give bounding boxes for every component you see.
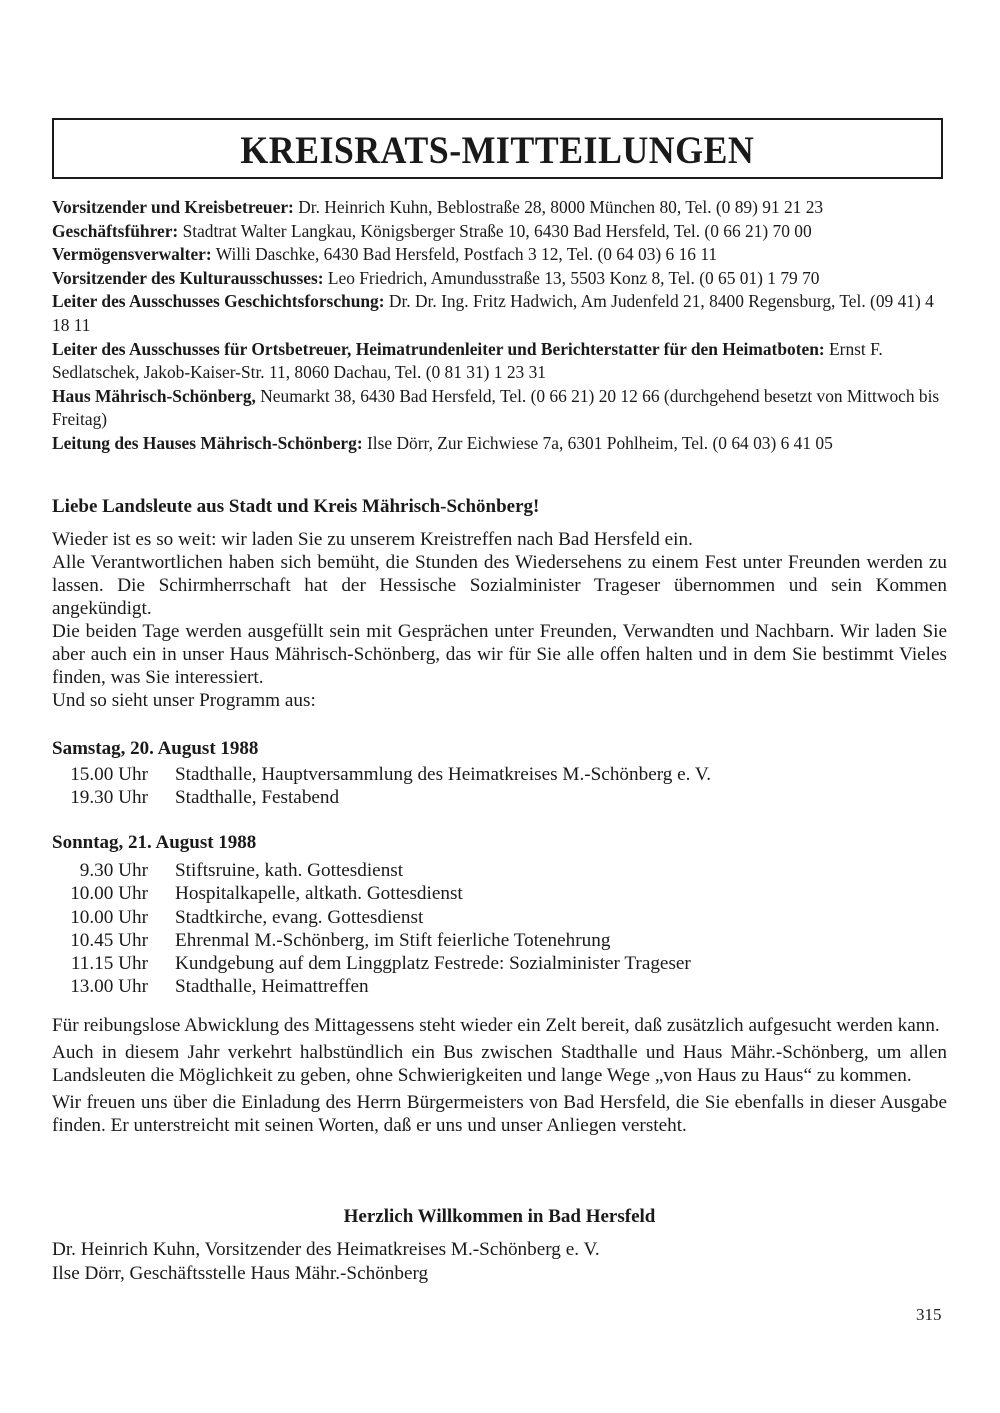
sunday-heading: Sonntag, 21. August 1988 bbox=[52, 832, 257, 853]
contact-text: Ilse Dörr, Zur Eichwiese 7a, 6301 Pohlheim, Tel. (0 64 03) 6 41 05 bbox=[362, 432, 833, 453]
schedule-row bbox=[52, 882, 947, 905]
header-box bbox=[52, 118, 943, 179]
contact-text: Leo Friedrich, Amundusstraße 13, 5503 Konz 8, Tel. (0 65 01) 1 79 70 bbox=[323, 267, 820, 288]
contact-text: Dr. Heinrich Kuhn, Beblostraße 28, 8000 München 80, Tel. (0 89) 91 21 23 bbox=[293, 197, 824, 217]
schedule-time: 10.45 Uhr bbox=[70, 929, 148, 951]
contact-label: Geschäftsführer: bbox=[52, 220, 179, 241]
schedule-time: 11.15 Uhr bbox=[70, 953, 148, 975]
schedule-time: 15.00 Uhr bbox=[70, 764, 148, 785]
intro-paragraph: Alle Verantwortlichen haben sich bemüht, die Stunden des Wiedersehens zu einem Fest unter Freunden werden zu lassen. Die Schirmherrschaft hat der Hessische Sozialminister Trageser übernommen und sein Kommen angekündigt. bbox=[52, 552, 947, 619]
schedule-row bbox=[52, 786, 947, 809]
contact-entry bbox=[52, 290, 947, 337]
schedule-time: 19.30 Uhr bbox=[70, 787, 148, 809]
contact-label: Vorsitzender des Kulturausschusses: bbox=[52, 267, 324, 288]
contact-text: Dr. Dr. Ing. Fritz Hadwich, Am Judenfeld 21, 8400 Regensburg, Tel. (09 41) 4 18 11 bbox=[52, 291, 934, 335]
greeting-heading: Liebe Landsleute aus Stadt und Kreis Mährisch-Schönberg! bbox=[52, 496, 540, 517]
contact-entry bbox=[52, 338, 947, 385]
signature-block bbox=[52, 1238, 947, 1286]
contact-entry bbox=[52, 220, 947, 244]
contact-text: Willi Daschke, 6430 Bad Hersfeld, Postfach 3 12, Tel. (0 64 03) 6 16 11 bbox=[211, 244, 718, 265]
signature-line: Dr. Heinrich Kuhn, Vorsitzender des Heimatkreises M.-Schönberg e. V. bbox=[52, 1239, 600, 1260]
schedule-row bbox=[52, 952, 947, 975]
contact-entry bbox=[52, 267, 947, 291]
saturday-heading: Samstag, 20. August 1988 bbox=[52, 738, 259, 759]
intro-text bbox=[52, 528, 947, 712]
schedule-event: Stadthalle, Hauptversammlung des Heimatkreises M.-Schönberg e. V. bbox=[175, 764, 712, 785]
contact-text: Stadtrat Walter Langkau, Königsberger Straße 10, 6430 Bad Hersfeld, Tel. (0 66 21) 70 00 bbox=[178, 220, 812, 241]
contact-text: Ernst F. Sedlatschek, Jakob-Kaiser-Str. 11, 8060 Dachau, Tel. (0 81 31) 1 23 31 bbox=[52, 338, 883, 383]
page-title: KREISRATS-MITTEILUNGEN bbox=[240, 129, 755, 172]
schedule-row bbox=[52, 975, 947, 998]
closing-paragraph: Für reibungslose Abwicklung des Mittagessens steht wieder ein Zelt bereit, daß zusätzlich aufgesucht werden kann. bbox=[52, 1015, 940, 1036]
contact-label: Vermögensverwalter: bbox=[52, 244, 212, 265]
schedule-event: Kundgebung auf dem Linggplatz Festrede: Sozialminister Trageser bbox=[175, 953, 691, 975]
intro-paragraph: Wieder ist es so weit: wir laden Sie zu unserem Kreistreffen nach Bad Hersfeld ein. bbox=[52, 529, 693, 550]
contact-label: Leiter des Ausschusses Geschichtsforschung: bbox=[52, 291, 385, 312]
contact-text: Neumarkt 38, 6430 Bad Hersfeld, Tel. (0 66 21) 20 12 66 (durchgehend besetzt von Mittwoch bis Freitag) bbox=[52, 385, 940, 430]
contact-label: Haus Mährisch-Schönberg, bbox=[52, 385, 256, 406]
schedule-row bbox=[52, 906, 947, 929]
schedule-row bbox=[52, 859, 947, 882]
contact-list bbox=[52, 196, 947, 456]
contact-label: Vorsitzender und Kreisbetreuer: bbox=[52, 197, 294, 217]
sunday-schedule bbox=[52, 859, 947, 999]
schedule-event: Stadthalle, Heimattreffen bbox=[175, 976, 369, 998]
contact-entry bbox=[52, 196, 947, 220]
closing-paragraph: Wir freuen uns über die Einladung des Herrn Bürgermeisters von Bad Hersfeld, die Sie ebenfalls in dieser Ausgabe finden. Er unterstreicht mit seinen Worten, daß er uns und unser Anliegen versteht. bbox=[52, 1092, 947, 1136]
schedule-event: Hospitalkapelle, altkath. Gottesdienst bbox=[175, 883, 463, 905]
welcome-heading: Herzlich Willkommen in Bad Hersfeld bbox=[343, 1206, 656, 1227]
schedule-row bbox=[52, 929, 947, 952]
contact-label: Leitung des Hauses Mährisch-Schönberg: bbox=[52, 432, 363, 453]
schedule-time: 13.00 Uhr bbox=[70, 976, 148, 998]
page-number: 315 bbox=[916, 1305, 942, 1324]
intro-paragraph: Und so sieht unser Programm aus: bbox=[52, 690, 316, 711]
closing-paragraph: Auch in diesem Jahr verkehrt halbstündlich ein Bus zwischen Stadthalle und Haus Mähr.-Schönberg, um allen Landsleuten die Möglichkeit zu geben, ohne Schwierigkeiten und lange Wege „von Haus zu Haus“ zu kommen. bbox=[52, 1042, 947, 1086]
schedule-event: Ehrenmal M.-Schönberg, im Stift feierliche Totenehrung bbox=[175, 929, 611, 951]
schedule-time: 9.30 Uhr bbox=[79, 860, 148, 881]
signature-line: Ilse Dörr, Geschäftsstelle Haus Mähr.-Schönberg bbox=[52, 1263, 429, 1284]
schedule-event: Stiftsruine, kath. Gottesdienst bbox=[175, 860, 404, 881]
saturday-schedule bbox=[52, 763, 947, 810]
schedule-event: Stadthalle, Festabend bbox=[175, 787, 340, 809]
intro-paragraph: Die beiden Tage werden ausgefüllt sein mit Gesprächen unter Freunden, Verwandten und Nachbarn. Wir laden Sie aber auch ein in unser Haus Mährisch-Schönberg, das wir für Sie alle offen halten und in dem Sie bestimmt Vieles finden, was Sie interessiert. bbox=[52, 621, 947, 688]
schedule-time: 10.00 Uhr bbox=[70, 906, 148, 928]
contact-label: Leiter des Ausschusses für Ortsbetreuer, Heimatrundenleiter und Berichterstatter für den Heimatboten: bbox=[52, 338, 825, 359]
contact-entry bbox=[52, 385, 947, 432]
schedule-event: Stadtkirche, evang. Gottesdienst bbox=[175, 906, 424, 928]
closing-text bbox=[52, 1014, 947, 1141]
contact-entry bbox=[52, 243, 947, 267]
contact-entry bbox=[52, 432, 947, 456]
schedule-row bbox=[52, 763, 947, 786]
schedule-time: 10.00 Uhr bbox=[70, 883, 148, 905]
